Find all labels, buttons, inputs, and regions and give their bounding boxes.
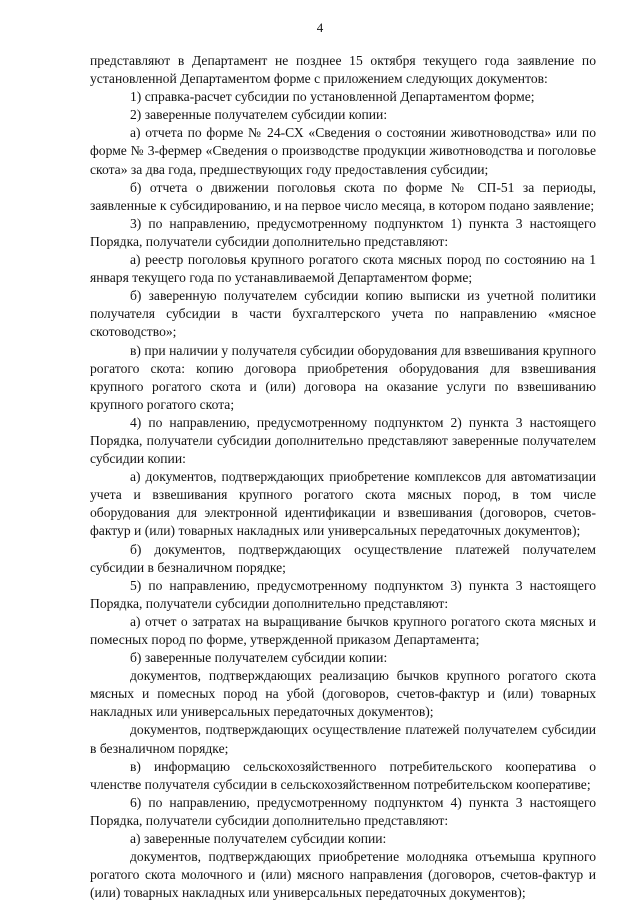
paragraph: б) документов, подтверждающих осуществление платежей получателем субсидии в безналичном порядке;	[90, 541, 596, 575]
paragraph: б) заверенную получателем субсидии копию выписки из учетной политики получателя субсидии в части бухгалтерского учета по направлению «мясное скотоводство»;	[90, 288, 596, 340]
paragraph: б) заверенные получателем субсидии копии:	[130, 650, 388, 666]
paragraph: 1) справка-расчет субсидии по установленной Департаментом форме;	[130, 89, 535, 105]
document-body	[90, 52, 596, 902]
paragraph: а) документов, подтверждающих приобретение комплексов для автоматизации учета и взвешивания крупного рогатого скота мясных пород, в том числе оборудования для электронной идентификации и взвешивания (договоров, счетов-фактур и (или) товарных накладных или универсальных передаточных документов);	[90, 469, 596, 539]
page-number: 4	[316, 20, 324, 35]
paragraph: документов, подтверждающих приобретение молодняка отъемыша крупного рогатого скота молочного и (или) мясного направления (договоров, счетов-фактур и (или) товарных накладных или универсальных передаточных документов);	[90, 849, 596, 901]
paragraph: документов, подтверждающих осуществление платежей получателем субсидии в безналичном порядке;	[90, 722, 596, 756]
paragraph: а) заверенные получателем субсидии копии:	[130, 831, 387, 847]
paragraph: документов, подтверждающих реализацию бычков крупного рогатого скота мясных и помесных пород на убой (договоров, счетов-фактур и (или) товарных накладных или универсальных передаточных документов);	[90, 668, 596, 720]
paragraph: 2) заверенные получателем субсидии копии:	[130, 107, 388, 123]
paragraph: представляют в Департамент не позднее 15 октября текущего года заявление по установленной Департаментом форме с приложением следующих документов:	[90, 53, 596, 87]
paragraph: а) отчета по форме № 24-СХ «Сведения о состоянии животноводства» или по форме № 3-фермер «Сведения о производстве продукции животноводства и поголовье скота» за два года, предшествующих году предоставления субсидии;	[90, 125, 596, 177]
paragraph: 6) по направлению, предусмотренному подпунктом 4) пункта 3 настоящего Порядка, получатели субсидии дополнительно представляют:	[90, 794, 596, 828]
paragraph: а) отчет о затратах на выращивание бычков крупного рогатого скота мясных и помесных пород по форме, утвержденной приказом Департамента;	[90, 613, 596, 647]
paragraph: 5) по направлению, предусмотренному подпунктом 3) пункта 3 настоящего Порядка, получатели субсидии дополнительно представляют:	[90, 577, 596, 611]
paragraph: в) при наличии у получателя субсидии оборудования для взвешивания крупного рогатого скота: копию договора приобретения оборудования для взвешивания крупного рогатого скота и (или) договора на оказание услуги по взвешиванию крупного рогатого скота;	[90, 342, 596, 412]
paragraph: 4) по направлению, предусмотренному подпунктом 2) пункта 3 настоящего Порядка, получатели субсидии дополнительно представляют заверенные получателем субсидии копии:	[90, 414, 596, 467]
paragraph: б) отчета о движении поголовья скота по форме № СП-51 за периоды, заявленные к субсидированию, и на первое число месяца, в котором подано заявление;	[90, 179, 596, 213]
paragraph: а) реестр поголовья крупного рогатого скота мясных пород по состоянию на 1 января текущего года по устанавливаемой Департаментом форме;	[90, 252, 596, 286]
paragraph: в) информацию сельскохозяйственного потребительского кооператива о членстве получателя субсидии в сельскохозяйственном потребительском кооперативе;	[90, 758, 596, 792]
paragraph: 3) по направлению, предусмотренному подпунктом 1) пункта 3 настоящего Порядка, получатели субсидии дополнительно представляют:	[90, 215, 596, 249]
